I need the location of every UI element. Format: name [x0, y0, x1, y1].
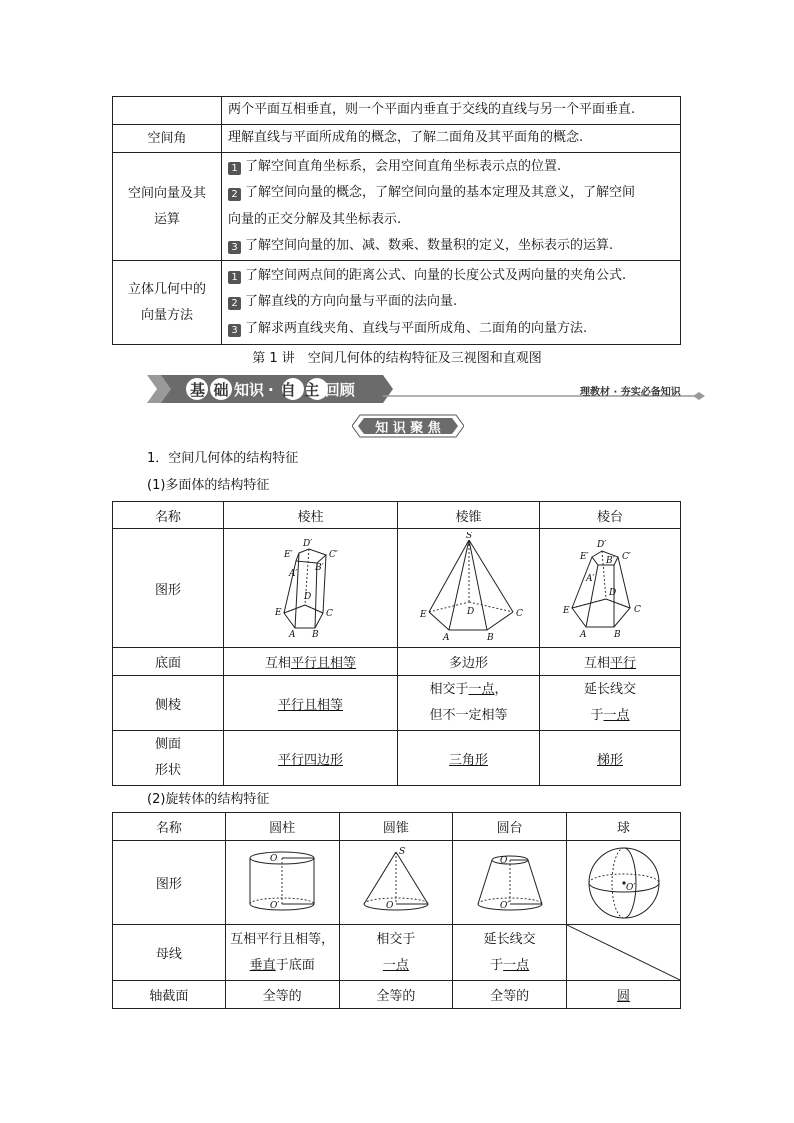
- header-cell: 名称: [113, 813, 226, 841]
- content-line: 向量的正交分解及其坐标表示.: [228, 211, 402, 227]
- vertex-label: B: [311, 630, 319, 640]
- row-label: 侧面 形状: [113, 731, 224, 786]
- sphere-diagram: [574, 844, 674, 922]
- vertex-label: C′: [328, 550, 338, 560]
- vertex-label: C: [325, 609, 333, 619]
- frustum-figure: [540, 529, 681, 648]
- vertex-label: A: [288, 630, 295, 640]
- cylinder-diagram: [232, 846, 332, 920]
- vertex-label: B′: [314, 563, 324, 573]
- row-content: [222, 153, 681, 261]
- cone-figure: [339, 841, 453, 925]
- vertex-label: B: [614, 630, 621, 640]
- header-cell: 棱台: [540, 502, 681, 529]
- vertex-label: D′: [302, 539, 312, 549]
- vertex-label: C′: [622, 552, 631, 562]
- subsection-heading: (1)多面体的结构特征: [147, 478, 270, 493]
- cell: 互相平行且相等， 垂直于底面: [225, 925, 339, 981]
- apex-label: S: [398, 846, 406, 857]
- banner-subtitle: 理教材 · 夯实必备知识: [580, 387, 681, 398]
- cell: 梯形: [540, 731, 681, 786]
- cell: 延长线交 于一点: [540, 676, 681, 731]
- diagonal-line: [567, 925, 680, 980]
- vertex-label: A: [442, 633, 449, 643]
- cell: 全等的: [453, 981, 567, 1009]
- header-cell: 棱柱: [224, 502, 398, 529]
- prism-figure: [224, 529, 398, 648]
- row-label: 图形: [113, 529, 224, 648]
- center-label: O′: [499, 900, 510, 911]
- vertex-label: D: [466, 607, 474, 617]
- number-badge-icon: 3: [228, 324, 241, 337]
- row-content: [222, 97, 681, 125]
- polyhedron-table: [112, 501, 681, 786]
- row-label: [113, 261, 222, 345]
- requirements-table: [112, 96, 681, 345]
- cell: 平行且相等: [224, 676, 398, 731]
- row-label: [113, 97, 222, 125]
- content-line: 1 了解空间两点间的距离公式、向量的长度公式及两向量的夹角公式.: [228, 263, 680, 290]
- knowledge-banner: [352, 414, 464, 438]
- vertex-label: D: [303, 592, 311, 602]
- cone-diagram: [346, 846, 446, 920]
- row-content: [222, 125, 681, 153]
- rotation-solid-table: [112, 812, 681, 1009]
- prism-diagram: [251, 533, 371, 643]
- content-line: 2 了解直线的方向向量与平面的法向量.: [228, 289, 680, 316]
- vertex-label: D: [609, 588, 617, 598]
- pyramid-figure: [398, 529, 540, 648]
- cell: 相交于一点， 但不一定相等: [398, 676, 540, 731]
- vertex-label: D′: [597, 540, 607, 550]
- row-content: [222, 261, 681, 345]
- diagonal-empty-cell: [567, 925, 681, 981]
- cell: 相交于 一点: [339, 925, 453, 981]
- number-badge-icon: 2: [228, 297, 241, 310]
- center-label: O′: [270, 900, 280, 911]
- center-label: O: [385, 900, 394, 911]
- vertex-label: S: [465, 532, 472, 541]
- row-label: 底面: [113, 648, 224, 676]
- vertex-label: B: [486, 633, 494, 643]
- row-label-text: 空间向量及其运算: [127, 185, 206, 227]
- cell: 平行四边形: [224, 731, 398, 786]
- cell: 圆: [567, 981, 681, 1009]
- number-badge-icon: 1: [228, 271, 241, 284]
- content-line: 理解直线与平面所成角的概念，了解二面角及其平面角的概念.: [228, 130, 584, 146]
- header-cell: 圆锥: [339, 813, 453, 841]
- header-cell: 球: [567, 813, 681, 841]
- cell: 三角形: [398, 731, 540, 786]
- content-line: 2 了解空间向量的概念，了解空间向量的基本定理及其意义，了解空间: [228, 180, 680, 207]
- content-line: 1 了解空间直角坐标系，会用空间直角坐标表示点的位置.: [228, 154, 680, 181]
- center-label: O: [499, 855, 508, 866]
- vertex-label: E′: [580, 552, 589, 562]
- cell: 全等的: [225, 981, 339, 1009]
- cylinder-figure: [225, 841, 339, 925]
- frustum-cone-diagram: [460, 846, 560, 920]
- number-badge-icon: 1: [228, 162, 241, 175]
- cell: 互相平行且相等: [224, 648, 398, 676]
- cell: 全等的: [339, 981, 453, 1009]
- vertex-label: A: [580, 630, 587, 640]
- vertex-label: E: [274, 608, 282, 618]
- section-heading: 1．空间几何体的结构特征: [147, 451, 299, 466]
- row-label: 空间角: [113, 125, 222, 153]
- header-cell: 圆台: [453, 813, 567, 841]
- vertex-label: B′: [606, 556, 615, 566]
- number-badge-icon: 3: [228, 241, 241, 254]
- row-label: 母线: [113, 925, 226, 981]
- sphere-figure: [567, 841, 681, 925]
- cell: 互相平行: [540, 648, 681, 676]
- cell: 延长线交 于一点: [453, 925, 567, 981]
- row-label: 侧棱: [113, 676, 224, 731]
- content-line: 3 了解求两直线夹角、直线与平面所成角、二面角的向量方法.: [228, 316, 680, 343]
- lecture-title: 第 1 讲 空间几何体的结构特征及三视图和直观图: [252, 351, 542, 366]
- center-label: O: [270, 853, 278, 864]
- pyramid-diagram: [409, 532, 529, 644]
- vertex-label: E: [419, 610, 427, 620]
- section-banner: [147, 374, 707, 404]
- number-badge-icon: 2: [228, 188, 241, 201]
- row-label: [113, 153, 222, 261]
- header-cell: 棱锥: [398, 502, 540, 529]
- vertex-label: A′: [586, 574, 595, 584]
- header-cell: 圆柱: [225, 813, 339, 841]
- header-cell: 名称: [113, 502, 224, 529]
- vertex-label: A′: [288, 569, 298, 579]
- vertex-label: E: [563, 606, 570, 616]
- row-label: 轴截面: [113, 981, 226, 1009]
- frustum-cone-figure: [453, 841, 567, 925]
- frustum-diagram: [550, 533, 670, 643]
- row-label-text: 立体几何中的向量方法: [127, 281, 206, 323]
- vertex-label: E′: [283, 550, 293, 560]
- content-line: 3 了解空间向量的加、减、数乘、数量积的定义，坐标表示的运算.: [228, 233, 680, 260]
- content-line: 两个平面互相垂直，则一个平面内垂直于交线的直线与另一个平面垂直.: [228, 102, 636, 118]
- cell: 多边形: [398, 648, 540, 676]
- knowledge-banner-text: 知 识 聚 焦: [375, 421, 441, 436]
- banner-title: 基 础 知识 · 自 主 回顾: [189, 381, 355, 399]
- vertex-label: C: [634, 605, 641, 615]
- vertex-label: C: [515, 609, 523, 619]
- subsection-heading: (2)旋转体的结构特征: [147, 792, 270, 807]
- row-label: 图形: [113, 841, 226, 925]
- center-label: O′: [625, 882, 635, 893]
